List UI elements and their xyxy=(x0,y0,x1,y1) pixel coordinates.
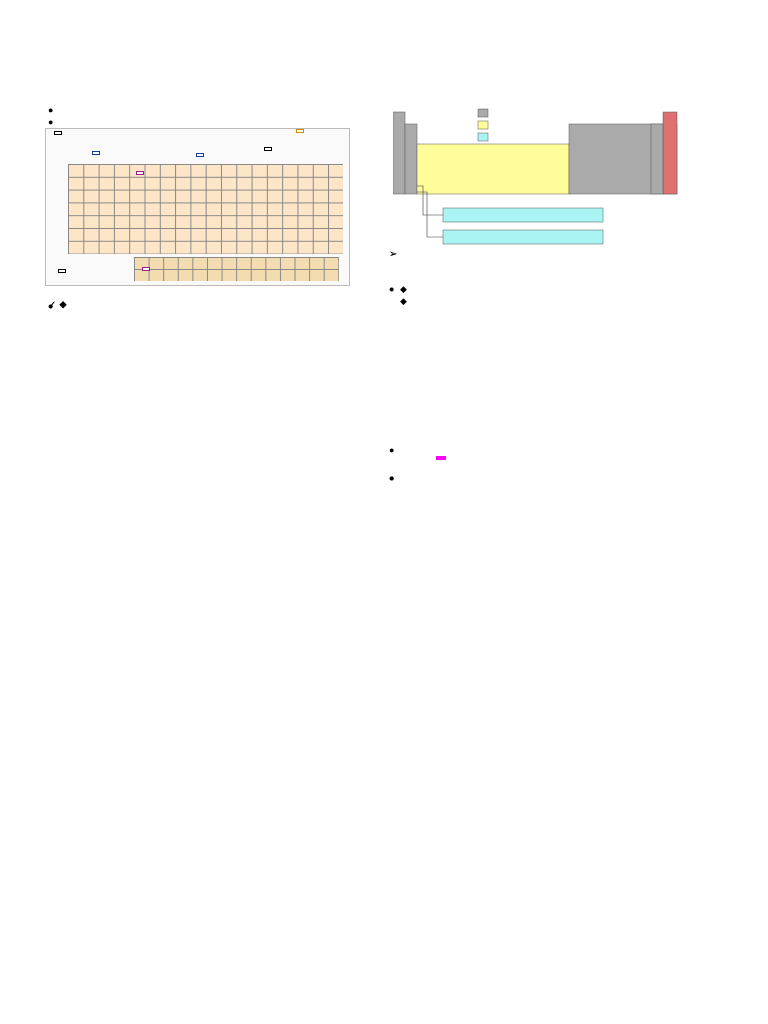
ar-list xyxy=(386,283,731,295)
right-column xyxy=(386,249,731,474)
lanthanides-label xyxy=(142,267,150,271)
legend-inner-swatch xyxy=(478,133,488,141)
pv-title-box xyxy=(436,456,446,460)
legend-trans-swatch xyxy=(478,121,488,129)
main-group-label xyxy=(264,147,272,151)
left-column xyxy=(45,104,363,300)
lanthanide-row xyxy=(443,208,603,222)
electron-dot-table xyxy=(406,313,731,429)
legend-rep-swatch xyxy=(478,109,488,117)
actinide-row xyxy=(443,230,603,244)
electron-config-table xyxy=(386,257,731,267)
periodic-grid xyxy=(68,164,343,254)
alkaline-label xyxy=(92,151,100,155)
group-1-block xyxy=(393,112,405,194)
main-group-label-2 xyxy=(58,269,66,273)
period-trend xyxy=(386,283,731,295)
group-2-block xyxy=(405,124,417,194)
noble-gases-label xyxy=(296,129,304,133)
transition-block xyxy=(417,144,569,194)
noble-block xyxy=(663,112,677,194)
blocks-figure xyxy=(393,104,703,250)
halogens-label xyxy=(196,153,204,157)
periodic-table-figure xyxy=(45,128,350,286)
alkali-label xyxy=(54,131,62,135)
dobereiner-list xyxy=(45,104,363,116)
lanthanide-grid xyxy=(134,257,339,281)
halogen-block xyxy=(651,124,663,194)
transition-label xyxy=(136,171,144,175)
